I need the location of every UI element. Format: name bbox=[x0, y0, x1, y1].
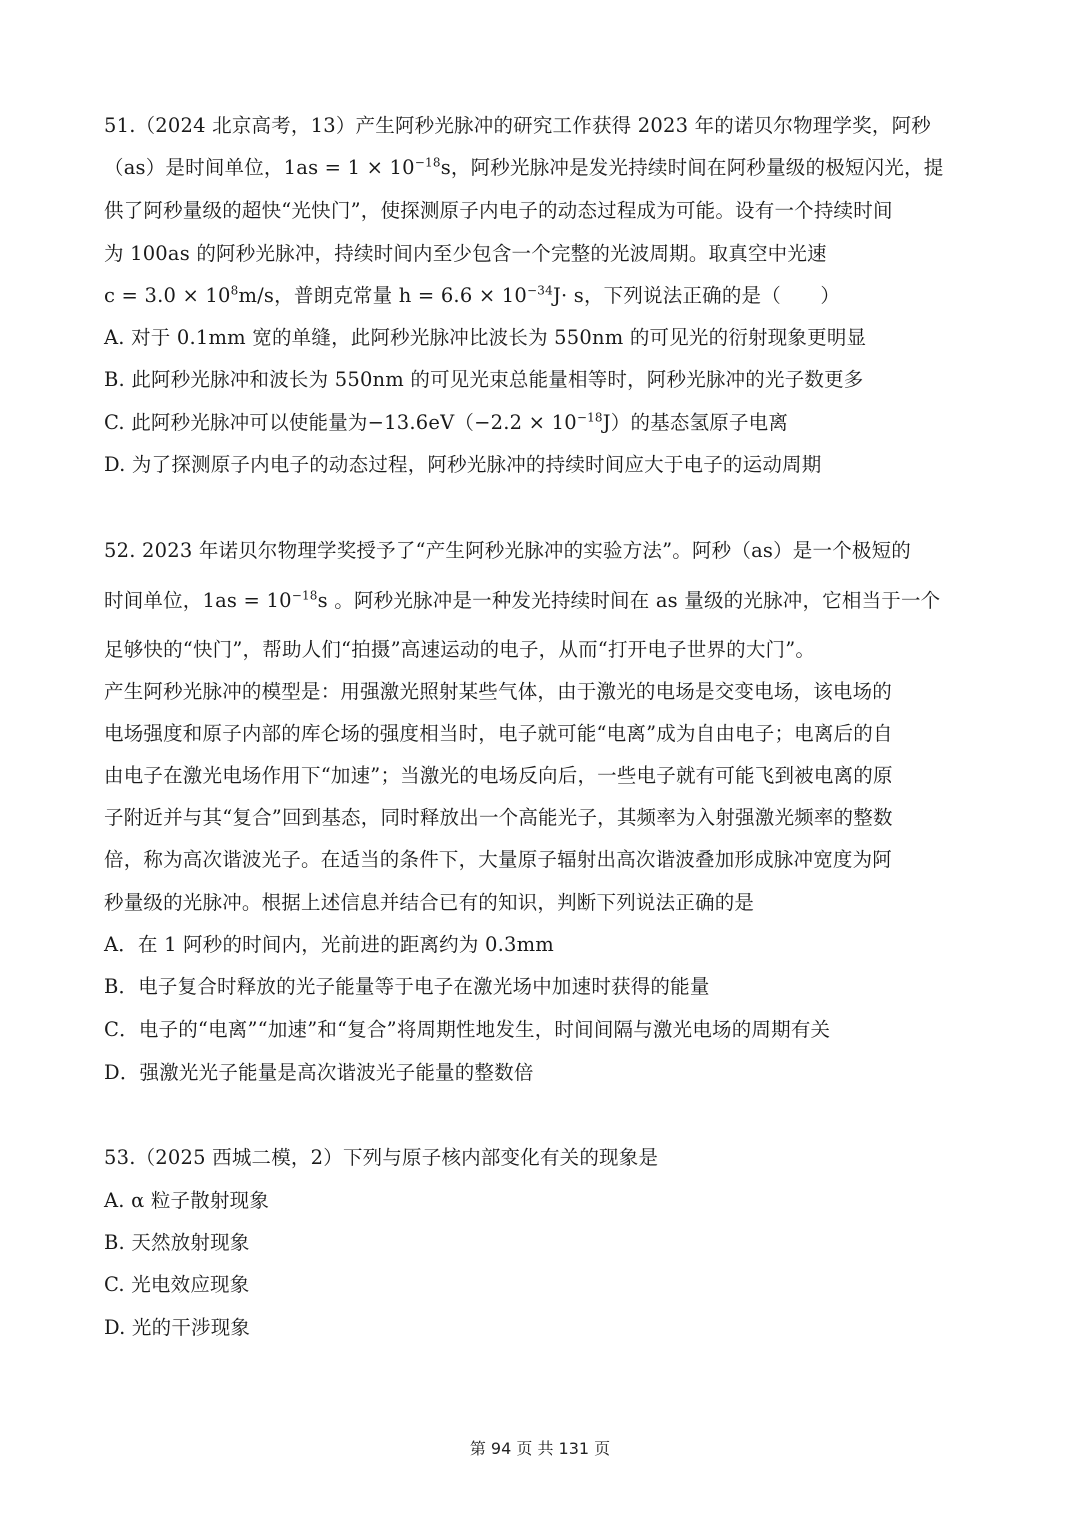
q52-stem-line-3: 足够快的“快门”，帮助人们“拍摄”高速运动的电子，从而“打开电子世界的大门”。 bbox=[104, 638, 816, 661]
q52-stem-line-2b: s 。阿秒光脉冲是一种发光持续时间在 as 量级的光脉冲，它相当于一个 bbox=[317, 589, 941, 612]
q52-stem-line-6: 由电子在激光电场作用下“加速”；当激光的电场反向后，一些电子就有可能飞到被电离的原 bbox=[104, 764, 893, 787]
q51-stem-line-5c: J· s，下列说法正确的是（ ） bbox=[552, 284, 841, 307]
q52-stem-line-8: 倍，称为高次谐波光子。在适当的条件下，大量原子辐射出高次谐波叠加形成脉冲宽度为阿 bbox=[104, 848, 893, 871]
q52-stem-line-7: 子附近并与其“复合”回到基态，同时释放出一个高能光子，其频率为入射强激光频率的整数 bbox=[104, 806, 893, 829]
q53-option-b: B. 天然放射现象 bbox=[104, 1231, 250, 1254]
q51-stem-line-5 bbox=[104, 281, 840, 311]
q51-exponent-3: −34 bbox=[527, 283, 553, 298]
q51-stem-line-2b: s，阿秒光脉冲是发光持续时间在阿秒量级的极短闪光，提 bbox=[440, 156, 944, 179]
q53-stem: 53.（2025 西城二模，2）下列与原子核内部变化有关的现象是 bbox=[104, 1146, 659, 1169]
q51-exponent-4: −18 bbox=[576, 410, 603, 425]
q51-stem-line-4: 为 100as 的阿秒光脉冲，持续时间内至少包含一个完整的光波周期。取真空中光速 bbox=[104, 242, 827, 265]
q52-stem-line-2a: 时间单位，1as = 10 bbox=[104, 589, 292, 612]
q53-option-a: A. α 粒子散射现象 bbox=[104, 1189, 270, 1212]
q51-exponent-1: −18 bbox=[414, 155, 441, 170]
q52-stem-line-2 bbox=[104, 586, 940, 616]
q52-option-c: C．电子的“电离”“加速”和“复合”将周期性地发生，时间间隔与激光电场的周期有关 bbox=[104, 1018, 831, 1041]
q52-stem-line-5: 电场强度和原子内部的库仑场的强度相当时，电子就可能“电离”成为自由电子；电离后的自 bbox=[104, 722, 893, 745]
q51-option-d: D. 为了探测原子内电子的动态过程，阿秒光脉冲的持续时间应大于电子的运动周期 bbox=[104, 453, 822, 476]
q51-stem-line-2a: （as）是时间单位，1as = 1 × 10 bbox=[104, 156, 415, 179]
q52-option-d: D．强激光光子能量是高次谐波光子能量的整数倍 bbox=[104, 1061, 534, 1084]
q53-option-d: D. 光的干涉现象 bbox=[104, 1316, 251, 1339]
q52-exponent-1: −18 bbox=[291, 588, 318, 603]
q51-stem-line-2 bbox=[104, 153, 943, 183]
q53-option-c: C. 光电效应现象 bbox=[104, 1273, 250, 1296]
q52-option-b: B．电子复合时释放的光子能量等于电子在激光场中加速时获得的能量 bbox=[104, 975, 710, 998]
q51-option-c-b: J）的基态氢原子电离 bbox=[602, 411, 789, 434]
q51-stem-line-3: 供了阿秒量级的超快“光快门”，使探测原子内电子的动态过程成为可能。设有一个持续时间 bbox=[104, 199, 893, 222]
q52-option-a: A．在 1 阿秒的时间内，光前进的距离约为 0.3mm bbox=[104, 933, 554, 956]
q51-option-c-a: C. 此阿秒光脉冲可以使能量为−13.6eV（−2.2 × 10 bbox=[104, 411, 577, 434]
q51-option-b: B. 此阿秒光脉冲和波长为 550nm 的可见光束总能量相等时，阿秒光脉冲的光子数更多 bbox=[104, 368, 864, 391]
q51-option-c bbox=[104, 408, 788, 438]
q51-exponent-2: 8 bbox=[230, 283, 239, 298]
q51-stem-line-1: 51.（2024 北京高考，13）产生阿秒光脉冲的研究工作获得 2023 年的诺贝尔物理学奖，阿秒 bbox=[104, 114, 931, 137]
q52-stem-line-1: 52. 2023 年诺贝尔物理学奖授予了“产生阿秒光脉冲的实验方法”。阿秒（as）是一个极短的 bbox=[104, 539, 912, 562]
page-number-footer: 第 94 页 共 131 页 bbox=[469, 1439, 611, 1458]
q51-stem-line-5b: m/s，普朗克常量 h = 6.6 × 10 bbox=[238, 284, 527, 307]
q52-stem-line-4: 产生阿秒光脉冲的模型是：用强激光照射某些气体，由于激光的电场是交变电场，该电场的 bbox=[104, 680, 893, 703]
q51-option-a: A. 对于 0.1mm 宽的单缝，此阿秒光脉冲比波长为 550nm 的可见光的衍射现象更明显 bbox=[104, 326, 867, 349]
q52-stem-line-9: 秒量级的光脉冲。根据上述信息并结合已有的知识，判断下列说法正确的是 bbox=[104, 891, 755, 914]
q51-stem-line-5a: c = 3.0 × 10 bbox=[104, 284, 231, 307]
